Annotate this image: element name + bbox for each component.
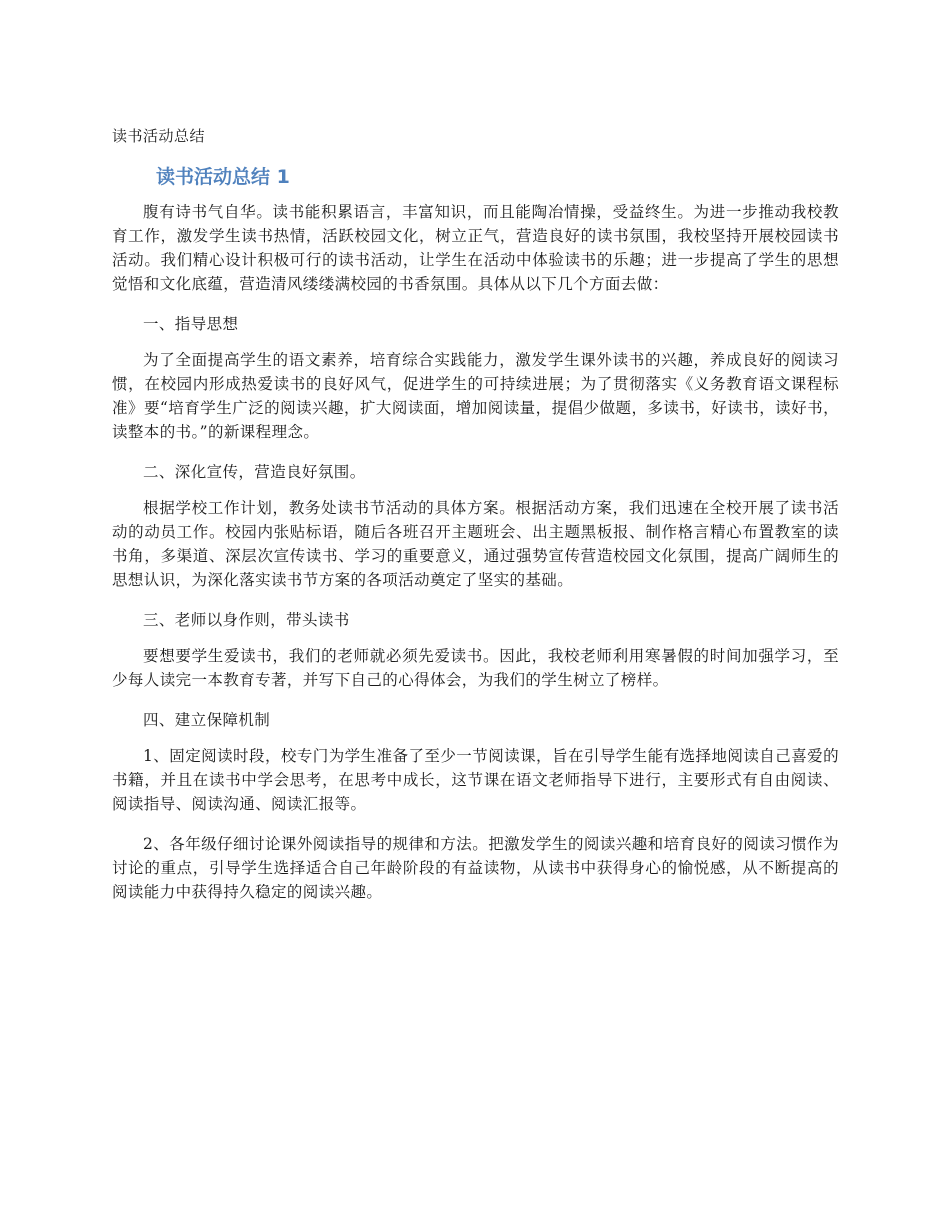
guiding-ideology-paragraph: 为了全面提高学生的语文素养，培育综合实践能力，激发学生课外读书的兴趣，养成良好的阅读习惯，在校园内形成热爱读书的良好风气，促进学生的可持续进展；为了贯彻落实《义务教育语文课程标准》要“培育学生广泛的阅读兴趣，扩大阅读面，增加阅读量，提倡少做题，多读书，好读书，读好书，读整本的书。”的新课程理念。 <box>112 351 839 441</box>
document-title: 读书活动总结 <box>112 127 206 145</box>
subheading-teachers-example: 三、老师以身作则，带头读书 <box>143 611 350 629</box>
subheading-guiding-ideology: 一、指导思想 <box>143 315 239 333</box>
mechanism-item-1: 1、固定阅读时段，校专门为学生准备了至少一节阅读课，旨在引导学生能有选择地阅读自己喜爱的书籍，并且在读书中学会思考，在思考中成长，这节课在语文老师指导下进行，主要形式有自由阅读、阅读指导、阅读沟通、阅读汇报等。 <box>112 747 839 813</box>
intro-paragraph: 腹有诗书气自华。读书能积累语言，丰富知识，而且能陶冶情操，受益终生。为进一步推动我校教育工作，激发学生读书热情，活跃校园文化，树立正气，营造良好的读书氛围，我校坚持开展校园读书活动。我们精心设计积极可行的读书活动，让学生在活动中体验读书的乐趣；进一步提高了学生的思想觉悟和文化底蕴，营造清风缕缕满校园的书香氛围。具体从以下几个方面去做： <box>112 203 839 293</box>
document-body <box>112 200 839 920</box>
subheading-guarantee-mechanism: 四、建立保障机制 <box>143 711 271 729</box>
mechanism-item-2: 2、各年级仔细讨论课外阅读指导的规律和方法。把激发学生的阅读兴趣和培育良好的阅读习惯作为讨论的重点，引导学生选择适合自己年龄阶段的有益读物，从读书中获得身心的愉悦感，从不断提高的阅读能力中获得持久稳定的阅读兴趣。 <box>112 835 839 901</box>
teachers-example-paragraph: 要想要学生爱读书，我们的老师就必须先爱读书。因此，我校老师利用寒暑假的时间加强学习，至少每人读完一本教育专著，并写下自己的心得体会，为我们的学生树立了榜样。 <box>112 647 839 689</box>
subheading-publicity: 二、深化宣传，营造良好氛围。 <box>143 463 366 481</box>
section-heading: 读书活动总结 1 <box>156 166 290 188</box>
publicity-paragraph: 根据学校工作计划，教务处读书节活动的具体方案。根据活动方案，我们迅速在全校开展了读书活动的动员工作。校园内张贴标语，随后各班召开主题班会、出主题黑板报、制作格言精心布置教室的读书角，多渠道、深层次宣传读书、学习的重要意义，通过强势宣传营造校园文化氛围，提高广阔师生的思想认识，为深化落实读书节方案的各项活动奠定了坚实的基础。 <box>112 499 839 589</box>
